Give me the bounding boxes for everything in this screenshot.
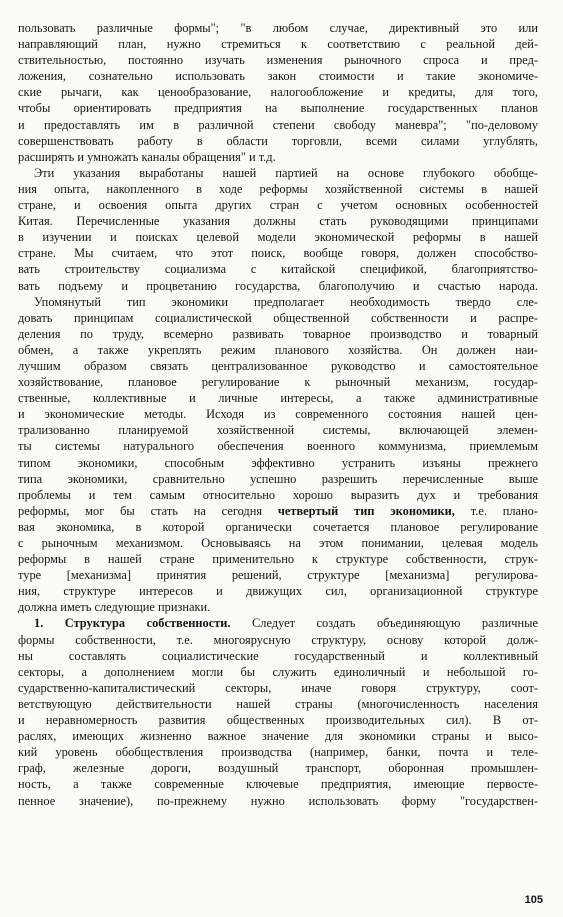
text-run: Китая. Перечисленные указания должны стать руководящими принципами [18,214,538,229]
text-run: граф, железные дороги, воздушный транспорт, оборонная промышлен- [18,761,538,776]
text-line [18,100,538,116]
text-line [18,728,538,744]
text-run: стране. Мы считаем, что этот поиск, вообще говоря, должен способство- [18,246,538,261]
text-line [18,117,538,133]
text-run: типа экономики, сравнительно успешно разрешить перечисленные выше [18,471,538,486]
text-line [18,471,538,487]
text-line [18,648,538,664]
text-run: вать подъему и процветанию государства, благополучию и счастью народа. [18,278,538,293]
text-run: совершенствовать работу в области торговли, всеми силами углублять, [18,133,538,148]
text-run: типом экономики, способным эффективно устранить изъяны прежнего [18,455,538,470]
text-run: формы собственности, т.е. многоярусную структуру, основу которой долж- [18,632,538,647]
text-line [18,197,538,213]
text-line [18,615,538,631]
text-line [18,278,538,294]
body-text [18,20,538,809]
text-line [18,358,538,374]
text-line [18,229,538,245]
text-line [18,583,538,599]
text-run: вать строительству социализма с китайской спецификой, благоприятство- [18,262,538,277]
text-run: Эти указания выработаны нашей партией на основе глубокого обобще- [34,165,538,180]
text-run: секторы, а дополнением могли бы служить единоличный и небольшой го- [18,664,538,679]
text-run: должна иметь следующие признаки. [18,600,211,615]
text-run: Упомянутый тип экономики предполагает необходимость твердо сле- [34,294,538,309]
text-run: Следует создать объединяющую различные [230,616,538,631]
text-run: трализованно планируемой хозяйственной системы, включающей элемен- [18,423,538,438]
text-line [18,261,538,277]
text-line [18,503,538,519]
text-line [18,213,538,229]
text-line [18,567,538,583]
text-line [18,744,538,760]
text-run: и неравномерность развития общественных производительных сил). В от- [18,713,538,728]
text-line [18,390,538,406]
emphasized-term: четвертый тип экономики, [277,503,455,518]
text-line [18,245,538,261]
text-run: ния опыта, накопленного в ходе реформы хозяйственной системы в нашей [18,181,538,196]
text-run: реформы в нашей стране применительно к структуре собственности, струк- [18,552,538,567]
text-run: ты системы натурального обеспечения военного коммунизма, приемлемым [18,439,538,454]
text-line [18,760,538,776]
text-run: ские рычаги, как ценообразование, налогообложение и кредиты, для того, [18,85,538,100]
text-line [18,149,538,165]
text-line [18,793,538,809]
text-run: в изучении и поисках целевой модели экономической реформы в нашей [18,230,538,245]
text-run: ственные, коллективные и личные интересы, а также административные [18,391,538,406]
text-line [18,680,538,696]
text-run: направляющий план, нужно стремиться к соответствию с реальной дей- [18,37,538,52]
text-line [18,406,538,422]
text-run: т.е. плано- [454,503,538,518]
text-line [18,68,538,84]
text-run: проблемы и тем самым относительно хорошо выразить дух и требования [18,487,538,502]
text-line [18,712,538,728]
text-line [18,535,538,551]
text-line [18,84,538,100]
text-run: деления по труду, всемерно развивать товарное производство и товарный [18,326,538,341]
text-run: ность, а также современные ключевые предприятия, имеющие первосте- [18,777,538,792]
text-run: туре [механизма] принятия решений, структуре [механизма] регулирова- [18,568,538,583]
text-run: пенное значение), по-прежнему нужно использовать форму "государствен- [18,793,538,808]
text-line [18,487,538,503]
text-line [18,165,538,181]
text-run: чтобы ориентировать предприятия на выполнение государственных планов [18,101,538,116]
text-line [18,326,538,342]
text-run: сударственно-капиталистический секторы, иначе говоря структуру, соот- [18,680,538,695]
text-run: реформы, мог бы стать на сегодня [18,503,278,518]
text-line [18,36,538,52]
page-number: 105 [524,894,543,906]
text-line [18,133,538,149]
text-line [18,374,538,390]
text-run: ложения, сознательно использовать закон стоимости и такие экономиче- [18,69,538,84]
text-run: ния, структуре интересов и движущих сил, организационной структуре [18,584,538,599]
text-run: стране, и освоения опыта других стран с учетом основных особенностей [18,198,538,213]
text-line [18,310,538,326]
text-line [18,20,538,36]
text-line [18,519,538,535]
text-run: с рыночным механизмом. Основываясь на этом понимании, целевая модель [18,536,538,550]
text-run: вая экономика, в которой органически сочетается плановое регулирование [18,519,538,534]
text-line [18,342,538,358]
text-line [18,438,538,454]
text-run: хозяйствование, плановое регулирование к рыночный механизм, государ- [18,375,538,390]
text-line [18,455,538,471]
text-run: и предоставлять им в различной степени свободу маневра"; "по-деловому [18,117,538,132]
text-run: раслях, имеющих жизненно важное значение для экономики страны и высо- [18,729,538,744]
text-line [18,664,538,680]
text-line [18,294,538,310]
text-run: обмен, а также укреплять режим планового хозяйства. Он должен наи- [18,342,538,357]
text-run: ны составлять социалистические государственный и коллективный [18,648,538,663]
text-line [18,696,538,712]
section-heading: 1. Структура собственности. [34,616,231,631]
text-run: расширять и умножать каналы обращения" и т.д. [18,149,276,164]
text-line [18,422,538,438]
text-line [18,181,538,197]
text-line [18,632,538,648]
text-run: кий уровень обобществления производства (например, банки, почта и теле- [18,745,538,760]
text-line [18,551,538,567]
text-run: ствительностью, постоянно изучать изменения рыночного спроса и пред- [18,53,538,68]
text-line [18,52,538,68]
text-run: пользовать различные формы"; "в любом случае, директивный это или [18,21,538,35]
text-run: довать принципам социалистической общественной собственности и распре- [18,310,538,325]
text-run: ветствующую действительности нашей страны (многочисленность населения [18,696,538,711]
text-run: лучшим образом связать централизованное руководство и самостоятельное [18,358,538,373]
text-run: и экономические методы. Исходя из современного состояния нашей цен- [18,407,538,422]
text-line [18,776,538,792]
text-line [18,599,538,615]
